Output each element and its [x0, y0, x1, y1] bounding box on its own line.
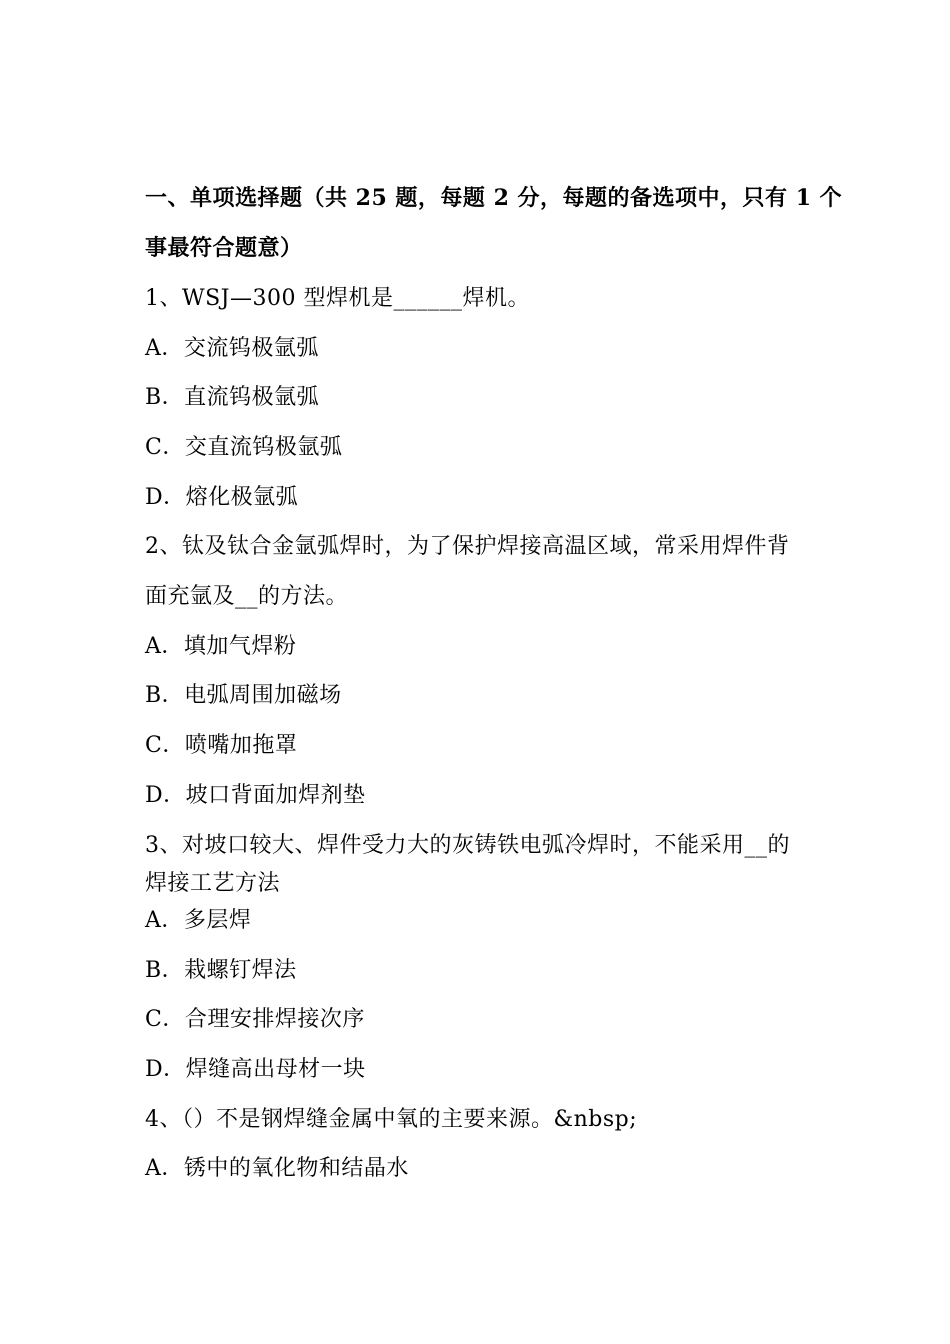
question-3-option-c: C．合理安排焊接次序 [145, 1007, 365, 1032]
question-2-stem-line-1: 2、钛及钛合金氩弧焊时，为了保护焊接高温区域，常采用焊件背 [145, 534, 790, 559]
question-2-option-d: D．坡口背面加焊剂垫 [145, 783, 366, 808]
question-3-option-b: B．栽螺钉焊法 [145, 958, 297, 983]
question-2-stem-line-2: 面充氩及__的方法。 [145, 584, 349, 609]
section-heading-line-1: 一、单项选择题（共 25 题，每题 2 分，每题的备选项中，只有 1 个 [145, 185, 843, 211]
question-3-option-d: D．焊缝高出母材一块 [145, 1057, 366, 1082]
question-1-stem: 1、WSJ—300 型焊机是______焊机。 [145, 286, 530, 311]
section-heading-line-2: 事最符合题意） [145, 235, 303, 261]
question-4-option-a: A．锈中的氧化物和结晶水 [145, 1156, 409, 1181]
question-3-stem-line-1: 3、对坡口较大、焊件受力大的灰铸铁电弧冷焊时，不能采用__的 [145, 833, 790, 858]
question-1-option-d: D．熔化极氩弧 [145, 485, 299, 510]
question-1-option-c: C．交直流钨极氩弧 [145, 435, 343, 460]
question-2-option-c: C．喷嘴加拖罩 [145, 733, 298, 758]
question-1-option-a: A．交流钨极氩弧 [145, 336, 319, 361]
question-2-option-a: A．填加气焊粉 [145, 634, 297, 659]
question-3-option-a: A．多层焊 [145, 908, 252, 933]
question-1-option-b: B．直流钨极氩弧 [145, 385, 320, 410]
question-4-stem: 4、（）不是钢焊缝金属中氧的主要来源。&nbsp; [145, 1107, 638, 1132]
question-2-option-b: B．电弧周围加磁场 [145, 683, 342, 708]
question-3-stem-line-2: 焊接工艺方法 [145, 871, 281, 896]
